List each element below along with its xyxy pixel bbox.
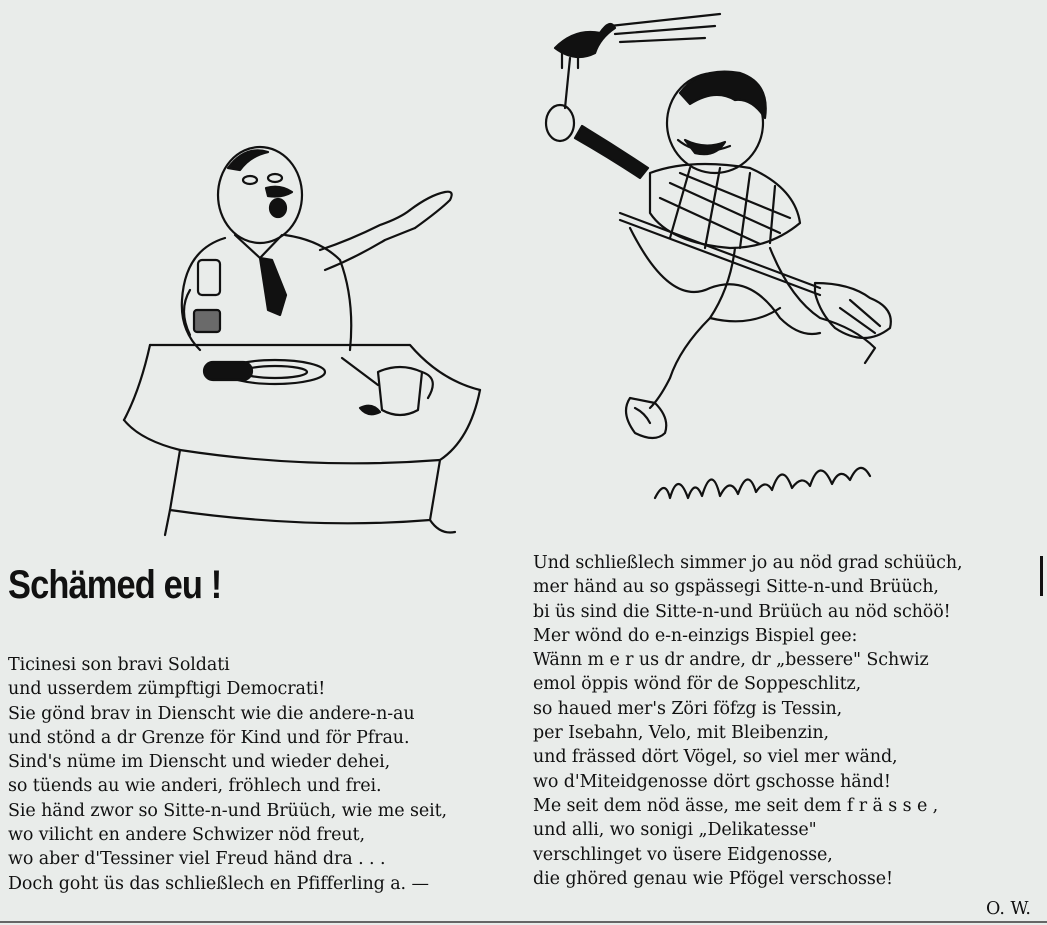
poem-line: wo d'Miteidgenosse dört gschosse händ!: [533, 771, 891, 792]
poem-line: Sie gönd brav in Dienscht wie die andere-n-au: [8, 703, 415, 724]
poem-line: wo aber d'Tessiner viel Freud händ dra . . .: [8, 849, 386, 870]
poem-line: die ghöred genau wie Pfögel verschosse!: [533, 868, 893, 889]
article-title: Schämed eu !: [8, 563, 222, 607]
poem-line: und frässed dört Vögel, so viel mer wänd,: [533, 747, 898, 768]
column-edge-mark: [1040, 556, 1043, 596]
poem-line: bi üs sind die Sitte-n-und Brüüch au nöd schöö!: [533, 601, 951, 622]
poem-line: und stönd a dr Grenze för Kind und för Pfrau.: [8, 727, 410, 748]
poem-line: verschlinget vo üsere Eidgenosse,: [533, 844, 833, 865]
poem-right-column: [533, 551, 962, 891]
poem-line: wo vilicht en andere Schwizer nöd freut,: [8, 825, 365, 846]
poem-line: mer händ au so gspässegi Sitte-n-und Brüüch,: [533, 577, 939, 598]
poem-line: per Isebahn, Velo, mit Bleibenzin,: [533, 723, 829, 744]
poem-line: emol öppis wönd för de Soppeschlitz,: [533, 674, 862, 695]
poem-line: und alli, wo sonigi „Delikatesse": [533, 820, 817, 841]
cartoon-man-at-table: [110, 140, 510, 550]
poem-line: Und schließlech simmer jo au nöd grad schüüch,: [533, 553, 963, 573]
poem-line: so haued mer's Zöri föfzg is Tessin,: [533, 698, 843, 719]
poem-line: Wänn m e r us dr andre, dr „bessere" Schwiz: [533, 650, 929, 671]
poem-left-column: [8, 653, 447, 896]
poem-line: Sind's nüme im Dienscht und wieder dehei,: [8, 752, 391, 773]
cartoon-running-hunter: [520, 8, 920, 503]
poem-line: und usserdem zümpftigi Democrati!: [8, 679, 326, 700]
author-signature: O. W.: [986, 899, 1031, 919]
poem-line: Mer wönd do e-n-einzigs Bispiel gee:: [533, 625, 858, 646]
page-bottom-rule: [0, 921, 1047, 923]
poem-line: Me seit dem nöd ässe, me seit dem f r ä s s e ,: [533, 795, 939, 816]
poem-line: so tüends au wie anderi, fröhlech und frei.: [8, 776, 382, 797]
poem-line: Sie händ zwor so Sitte-n-und Brüüch, wie me seit,: [8, 800, 448, 821]
poem-line: Ticinesi son bravi Soldati: [8, 655, 230, 675]
poem-line: Doch goht üs das schließlech en Pfifferling a. —: [8, 873, 429, 894]
